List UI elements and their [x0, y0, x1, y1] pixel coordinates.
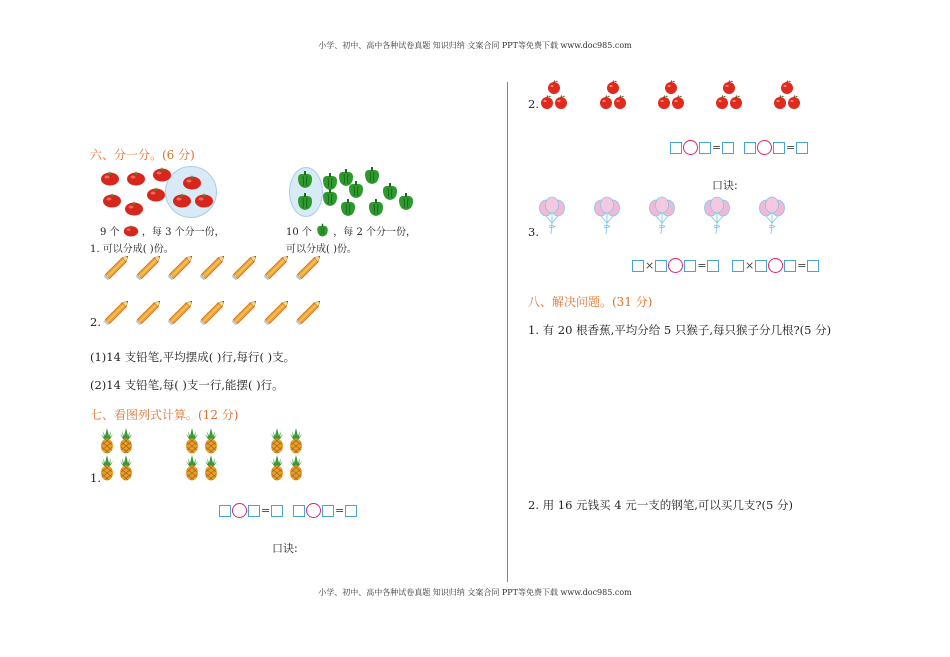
s7-q1-number: 1.	[90, 471, 101, 485]
pineapple-icon	[100, 455, 114, 481]
pineapple-icon	[119, 455, 133, 481]
answer-box[interactable]	[744, 142, 756, 154]
pencil-icon	[132, 295, 166, 329]
tomato-icon	[126, 170, 146, 186]
tomato-icon	[172, 192, 192, 208]
q1-answer-line-b: 可以分成( )份。	[286, 244, 357, 255]
q2-line-1: (1)14 支铅笔,平均摆成( )行,每行( )支。	[90, 350, 296, 364]
pepper-icon	[320, 188, 340, 208]
answer-box[interactable]	[807, 260, 819, 272]
answer-box[interactable]	[732, 260, 744, 272]
q1-caption-tomato	[100, 223, 225, 238]
equals-sign: =	[697, 258, 707, 272]
apple-icon	[547, 80, 561, 94]
caption-count: 9 个	[100, 227, 120, 238]
pencil-icon	[196, 295, 230, 329]
apple-icon	[664, 80, 678, 94]
pepper-icon	[295, 170, 315, 190]
answer-box[interactable]	[655, 260, 667, 272]
apple-icon	[606, 80, 620, 94]
apple-icon	[773, 95, 787, 109]
answer-box[interactable]	[684, 260, 696, 272]
koujue-label: 口诀:	[712, 179, 738, 192]
tomato-icon	[102, 192, 122, 208]
equals-sign: =	[335, 503, 345, 517]
answer-box[interactable]	[784, 260, 796, 272]
q1-caption-pepper	[286, 223, 416, 238]
answer-box[interactable]	[670, 142, 682, 154]
answer-box[interactable]	[773, 142, 785, 154]
pineapple-icon	[185, 455, 199, 481]
balloon-icon	[757, 196, 787, 236]
q2-line-2: (2)14 支铅笔,每( )支一行,能摆( )行。	[90, 378, 284, 392]
answer-box[interactable]	[322, 505, 334, 517]
answer-box[interactable]	[219, 505, 231, 517]
equation-blank[interactable]	[293, 503, 357, 518]
q1-answer-line-a: 1. 可以分成( )份。	[90, 244, 174, 255]
pineapple-icon	[289, 455, 303, 481]
section-6-title: 六、分一分。(6 分)	[90, 148, 195, 162]
balloon-icon	[647, 196, 677, 236]
apple-icon	[613, 95, 627, 109]
pencil-icon	[292, 295, 326, 329]
answer-box[interactable]	[699, 142, 711, 154]
tomato-icon	[182, 174, 202, 190]
answer-box[interactable]	[271, 505, 283, 517]
tomato-group	[98, 162, 248, 222]
apple-icon	[729, 95, 743, 109]
r-q3-number: 3.	[528, 225, 539, 239]
pencil-icon	[228, 295, 262, 329]
pineapple-icon	[100, 428, 114, 454]
balloon-icon	[537, 196, 567, 236]
answer-box[interactable]	[248, 505, 260, 517]
tomato-icon	[152, 166, 172, 182]
answer-box[interactable]	[632, 260, 644, 272]
s8-question-2: 2. 用 16 元钱买 4 元一支的钢笔,可以买几支?(5 分)	[528, 498, 793, 512]
apple-icon	[599, 95, 613, 109]
answer-box[interactable]	[755, 260, 767, 272]
caption-count: 10 个	[286, 227, 312, 238]
operator-circle[interactable]	[232, 503, 247, 518]
column-divider	[507, 82, 508, 582]
operator-circle[interactable]	[306, 503, 321, 518]
pineapple-icon	[270, 428, 284, 454]
equation-blank[interactable]	[744, 140, 808, 155]
caption-text: ，每 3 个分一份，	[141, 227, 225, 238]
equation-blank[interactable]	[670, 140, 734, 155]
tomato-icon	[194, 192, 214, 208]
equals-sign: =	[712, 140, 722, 154]
operator-circle[interactable]	[683, 140, 698, 155]
operator-circle[interactable]	[768, 258, 783, 273]
answer-box[interactable]	[796, 142, 808, 154]
pencil-icon	[260, 250, 294, 284]
pepper-icon	[362, 166, 382, 186]
s8-question-1: 1. 有 20 根香蕉,平均分给 5 只猴子,每只猴子分几根?(5 分)	[528, 323, 832, 337]
balloon-icon	[702, 196, 732, 236]
q2-number: 2.	[90, 315, 101, 329]
equation-blank[interactable]	[632, 258, 719, 273]
tomato-icon	[146, 186, 166, 202]
pencil-icon	[260, 295, 294, 329]
pencil-icon	[196, 250, 230, 284]
tomato-icon	[100, 170, 120, 186]
balloon-icon	[592, 196, 622, 236]
pineapple-icon	[204, 455, 218, 481]
caption-text: ，每 2 个分一份，	[333, 227, 417, 238]
page-header: 小学、初中、高中各种试卷真题 知识归纳 文案合同 PPT等免费下载 www.doc985.com	[318, 41, 632, 50]
section-8-title: 八、解决问题。(31 分)	[528, 295, 653, 309]
pepper-icon	[396, 192, 416, 212]
equation-blank[interactable]	[219, 503, 283, 518]
pineapple-icon	[289, 428, 303, 454]
answer-box[interactable]	[293, 505, 305, 517]
apple-icon	[671, 95, 685, 109]
answer-box[interactable]	[345, 505, 357, 517]
operator-circle[interactable]	[757, 140, 772, 155]
times-sign: ×	[745, 258, 755, 272]
page-footer: 小学、初中、高中各种试卷真题 知识归纳 文案合同 PPT等免费下载 www.doc985.com	[318, 588, 632, 597]
equation-blank[interactable]	[732, 258, 819, 273]
pineapple-icon	[119, 428, 133, 454]
pineapple-icon	[270, 455, 284, 481]
answer-box[interactable]	[722, 142, 734, 154]
koujue-label: 口诀:	[272, 542, 298, 555]
pepper-group	[288, 162, 428, 222]
pencil-icon	[100, 250, 134, 284]
pencil-icon	[164, 250, 198, 284]
pepper-icon	[338, 198, 358, 218]
tomato-icon	[123, 224, 139, 237]
pepper-icon	[295, 192, 315, 212]
apple-icon	[540, 95, 554, 109]
times-sign: ×	[645, 258, 655, 272]
apple-icon	[554, 95, 568, 109]
pineapple-icon	[185, 428, 199, 454]
apple-icon	[715, 95, 729, 109]
pencil-icon	[228, 250, 262, 284]
tomato-icon	[124, 200, 144, 216]
answer-box[interactable]	[707, 260, 719, 272]
pencil-icon	[132, 250, 166, 284]
apple-icon	[657, 95, 671, 109]
equals-sign: =	[261, 503, 271, 517]
operator-circle[interactable]	[668, 258, 683, 273]
pepper-icon	[366, 198, 386, 218]
apple-icon	[787, 95, 801, 109]
apple-icon	[780, 80, 794, 94]
pineapple-icon	[204, 428, 218, 454]
pencil-icon	[100, 295, 134, 329]
pencil-icon	[164, 295, 198, 329]
r-q2-number: 2.	[528, 97, 539, 111]
equals-sign: =	[797, 258, 807, 272]
pepper-icon	[315, 223, 330, 238]
equals-sign: =	[786, 140, 796, 154]
pencil-icon	[292, 250, 326, 284]
apple-icon	[722, 80, 736, 94]
section-7-title: 七、看图列式计算。(12 分)	[90, 408, 239, 422]
